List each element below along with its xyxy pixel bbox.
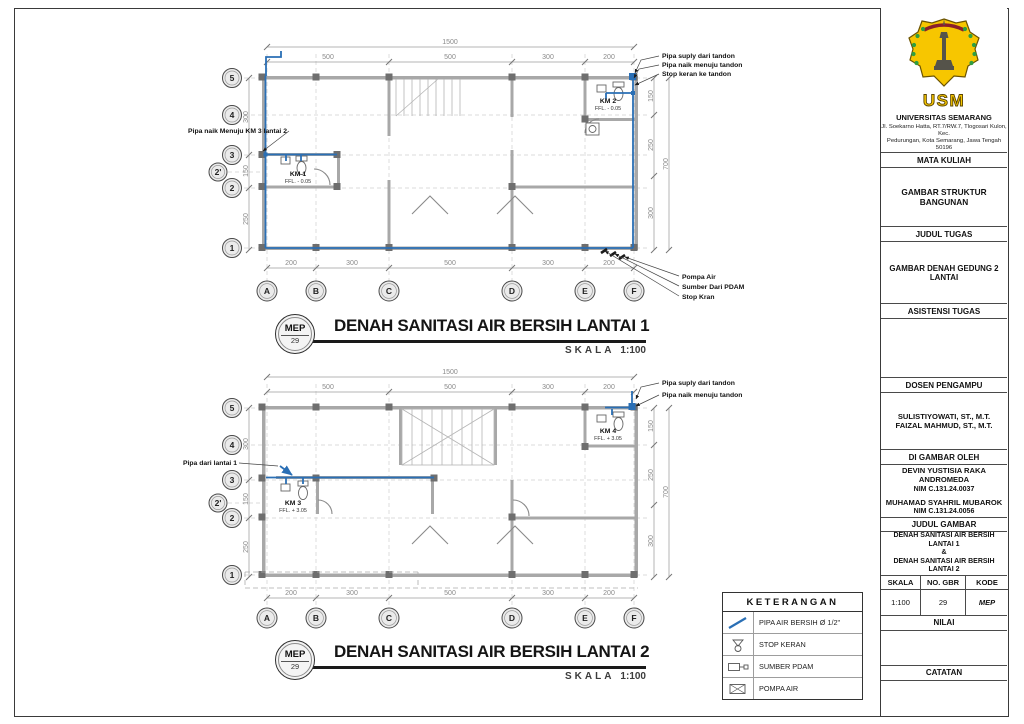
no-gbr-value: 29 (921, 590, 966, 615)
plan1-ann-tr-1: Pipa suply dari tandon (662, 53, 735, 60)
plan1-badge-code: MEP (281, 323, 310, 336)
plan2-badge-number: 29 (290, 661, 300, 671)
plan2-grid-bubbles (209, 399, 644, 629)
grid-col-c: C (385, 286, 393, 296)
dim-top-2: 500 (444, 54, 456, 61)
plan2-mep-badge (275, 640, 315, 680)
dim-bot-3: 500 (444, 260, 456, 267)
dim-left-1: 300 (243, 111, 250, 123)
p2-dim-left-1: 300 (243, 438, 250, 450)
p2-grid-row-2p: 2' (214, 498, 222, 508)
plan2-fixtures (281, 412, 624, 500)
plan1-room-labels (285, 98, 621, 185)
p2-grid-row-4: 4 (229, 440, 235, 450)
plan1-pipes (264, 51, 637, 248)
plan1-drawing (140, 35, 800, 315)
judul-gambar-value (881, 532, 1007, 575)
scale-table (881, 575, 1007, 615)
grid-col-d: D (508, 286, 516, 296)
grid-row-2: 2 (229, 183, 235, 193)
grid-col-f: F (631, 286, 637, 296)
plan1-ann-left: Pipa naik Menuju KM 3 lantai 2 (188, 128, 287, 135)
room-km2-level: FFL. - 0.05 (594, 106, 622, 112)
plan1-columns (259, 74, 638, 252)
usm-logo (904, 16, 984, 112)
room-km3-level: FFL. + 3.05 (279, 508, 307, 514)
plan1-scale (450, 345, 646, 356)
room-km4-name: KM 4 (599, 428, 617, 435)
judul-gambar-line: DENAH SANITASI AIR BERSIH (893, 532, 995, 539)
legend-label: SUMBER PDAM (759, 662, 814, 671)
grid-col-b: B (312, 286, 320, 296)
dim-bot-5: 200 (603, 260, 615, 267)
author-1 (881, 466, 1007, 494)
plan2-ann-left: Pipa dari lantai 1 (182, 460, 237, 467)
header-nilai: NILAI (881, 615, 1007, 631)
legend-label: STOP KERAN (759, 640, 806, 649)
title-block-logo-section (881, 8, 1007, 152)
plan1-grid-bubbles (209, 69, 644, 302)
room-km1-level: FFL. - 0.05 (284, 179, 312, 185)
plan2-stair (402, 409, 494, 465)
skala-header: SKALA (881, 576, 921, 590)
plan1-badge-number: 29 (290, 335, 300, 345)
p2-grid-row-1: 1 (229, 570, 235, 580)
pump-icon (723, 678, 754, 699)
dosen-1: SULISTIYOWATI, ST., M.T. (897, 411, 991, 421)
p2-grid-row-5: 5 (229, 403, 235, 413)
p2-dim-bot-2: 300 (346, 590, 358, 597)
p2-dim-right-3: 300 (648, 535, 655, 547)
dim-left-3: 250 (243, 213, 250, 225)
p2-dim-bot-1: 200 (285, 590, 297, 597)
p2-dim-top-4: 200 (603, 384, 615, 391)
author-2-name: MUHAMAD SYAHRIL MUBAROK (885, 497, 1003, 507)
plan1-ann-br-3: Stop Kran (682, 294, 715, 301)
plan1-ann-tr-2: Pipa naik menuju tandon (662, 62, 743, 69)
skala-value: 1:100 (881, 590, 921, 615)
p2-dim-top-2: 500 (444, 384, 456, 391)
dosen-2: FAIZAL MAHMUD, ST., M.T. (895, 421, 993, 430)
p2-grid-row-2: 2 (229, 513, 235, 523)
judul-tugas-value: GAMBAR DENAH GEDUNG 2 LANTAI (889, 263, 999, 282)
plan1-scale-value: 1:100 (620, 345, 646, 356)
plan2-scale (450, 671, 646, 682)
title-block (880, 8, 1007, 716)
judul-gambar-line: DENAH SANITASI AIR BERSIH (893, 557, 995, 565)
dim-top-3: 300 (542, 54, 554, 61)
room-km3-name: KM 3 (284, 500, 302, 507)
dim-right-3: 300 (648, 207, 655, 219)
plan1-fixtures (281, 82, 624, 175)
legend-row-pompa-air (723, 678, 862, 699)
no-gbr-header: NO. GBR (921, 576, 966, 590)
plan2-drawing (140, 362, 800, 642)
plan2-ann-tr-1: Pipa suply dari tandon (662, 380, 735, 387)
dim-right-total: 700 (663, 158, 670, 170)
asistensi-empty-space (881, 319, 1007, 377)
pdam-meter-icon (723, 656, 754, 677)
university-name: UNIVERSITAS SEMARANG (896, 113, 992, 122)
pipe-line-icon (723, 612, 754, 633)
p2-dim-bot-3: 500 (444, 590, 456, 597)
judul-gambar-line: LANTAI 1 (928, 540, 960, 548)
plan1-ann-br-1: Pompa Air (682, 274, 716, 281)
mata-kuliah-value: GAMBAR STRUKTUR BANGUNAN (901, 187, 987, 207)
dim-right-2: 250 (648, 139, 655, 151)
header-mata-kuliah: MATA KULIAH (881, 152, 1007, 168)
p2-dim-bot-5: 200 (603, 590, 615, 597)
grid-row-2p: 2' (214, 167, 222, 177)
p2-dim-top-1: 500 (322, 384, 334, 391)
author-1-nim: NIM C.131.24.0037 (913, 485, 975, 493)
address-line-2: Pedurungan, Kota Semarang, Jawa Tengah 50196 (886, 138, 1002, 151)
plan1-title-rule (312, 340, 646, 343)
room-km2-name: KM 2 (599, 98, 617, 105)
plan1-ann-tr-3: Stop keran ke tandon (662, 71, 732, 78)
author-names (881, 465, 1007, 517)
p2-dim-left-3: 250 (243, 541, 250, 553)
plan2-scale-value: 1:100 (620, 671, 646, 682)
dim-top-1: 500 (322, 54, 334, 61)
dosen-names (881, 393, 1007, 449)
legend-title: KETERANGAN (723, 593, 862, 612)
author-2 (886, 498, 1002, 517)
p2-grid-col-c: C (385, 613, 393, 623)
plan1-stair (396, 79, 460, 116)
plan2-badge-code: MEP (281, 649, 310, 662)
address-line-1: Jl. Soekarno Hatta, RT.7/RW.7, Tlogosari Kulon, Kec. (881, 124, 1007, 137)
legend-row-sumber-pdam (723, 656, 862, 678)
header-catatan: CATATAN (881, 665, 1007, 681)
plan2-scale-label: SKALA (564, 671, 615, 682)
catatan-empty-space (881, 681, 1007, 716)
plan1-mep-badge (275, 314, 315, 354)
plan2-pipes (266, 391, 636, 484)
p2-grid-row-3: 3 (229, 475, 235, 485)
p2-dim-right-2: 250 (648, 469, 655, 481)
valve-icon (723, 634, 754, 655)
plan2-walls (262, 406, 638, 577)
legend-label: POMPA AIR (759, 684, 799, 693)
dim-left-2: 150 (243, 165, 250, 177)
author-2-nim: NIM C.131.24.0056 (913, 508, 975, 516)
plan2-columns (259, 404, 638, 579)
room-km1-name: KM 1 (289, 171, 307, 178)
kode-header: KODE (966, 576, 1008, 590)
p2-grid-col-a: A (263, 613, 271, 623)
header-judul-tugas: JUDUL TUGAS (881, 226, 1007, 242)
grid-col-e: E (582, 286, 588, 296)
grid-row-3: 3 (229, 150, 235, 160)
author-1-name: DEVIN YUSTISIA RAKA ANDROMEDA (902, 465, 986, 485)
dim-bot-4: 300 (542, 260, 554, 267)
p2-dim-right-total: 700 (663, 486, 670, 498)
plan1-doors (314, 119, 599, 214)
p2-dim-bot-4: 300 (542, 590, 554, 597)
plan2-room-labels (279, 428, 622, 514)
p2-grid-col-f: F (631, 613, 637, 623)
header-judul-gambar: JUDUL GAMBAR (881, 517, 1007, 532)
nilai-empty-space (881, 631, 1007, 665)
judul-gambar-line: & (941, 549, 947, 557)
logo-text: USM (922, 91, 966, 110)
grid-row-1: 1 (229, 243, 235, 253)
grid-row-4: 4 (229, 110, 235, 120)
plan2-title-rule (312, 666, 646, 669)
plan1-walls (262, 76, 638, 250)
header-digambar-oleh: DI GAMBAR OLEH (881, 449, 1007, 465)
plan1-scale-label: SKALA (564, 345, 615, 356)
header-asistensi-tugas: ASISTENSI TUGAS (881, 303, 1007, 319)
plan2-title: DENAH SANITASI AIR BERSIH LANTAI 2 (334, 642, 650, 661)
plan1-ann-br-2: Sumber Dari PDAM (682, 284, 745, 291)
room-km4-level: FFL. + 3.05 (594, 436, 622, 442)
p2-dim-left-2: 150 (243, 493, 250, 505)
university-address (881, 124, 1007, 152)
kode-value: MEP (978, 597, 996, 607)
p2-grid-col-e: E (582, 613, 588, 623)
legend-box (722, 592, 863, 700)
plan2-doors (318, 500, 533, 544)
grid-row-5: 5 (229, 73, 235, 83)
plan1-annotations (188, 53, 745, 301)
dim-top-total-2: 1500 (442, 369, 458, 376)
p2-grid-col-b: B (312, 613, 320, 623)
legend-label: PIPA AIR BERSIH Ø 1/2" (759, 618, 841, 627)
dim-top-total: 1500 (442, 39, 458, 46)
legend-row-stop-keran (723, 634, 862, 656)
p2-dim-top-3: 300 (542, 384, 554, 391)
dim-right-1: 150 (648, 90, 655, 102)
plan2-ann-tr-2: Pipa naik menuju tandon (662, 392, 743, 399)
p2-dim-right-1: 150 (648, 420, 655, 432)
grid-col-a: A (263, 286, 271, 296)
dim-bot-1: 200 (285, 260, 297, 267)
dim-bot-2: 300 (346, 260, 358, 267)
judul-gambar-line: LANTAI 2 (928, 566, 960, 574)
plan1-title: DENAH SANITASI AIR BERSIH LANTAI 1 (334, 316, 650, 335)
legend-row-pipe (723, 612, 862, 634)
header-dosen-pengampu: DOSEN PENGAMPU (881, 377, 1007, 393)
p2-grid-col-d: D (508, 613, 516, 623)
dim-top-4: 200 (603, 54, 615, 61)
